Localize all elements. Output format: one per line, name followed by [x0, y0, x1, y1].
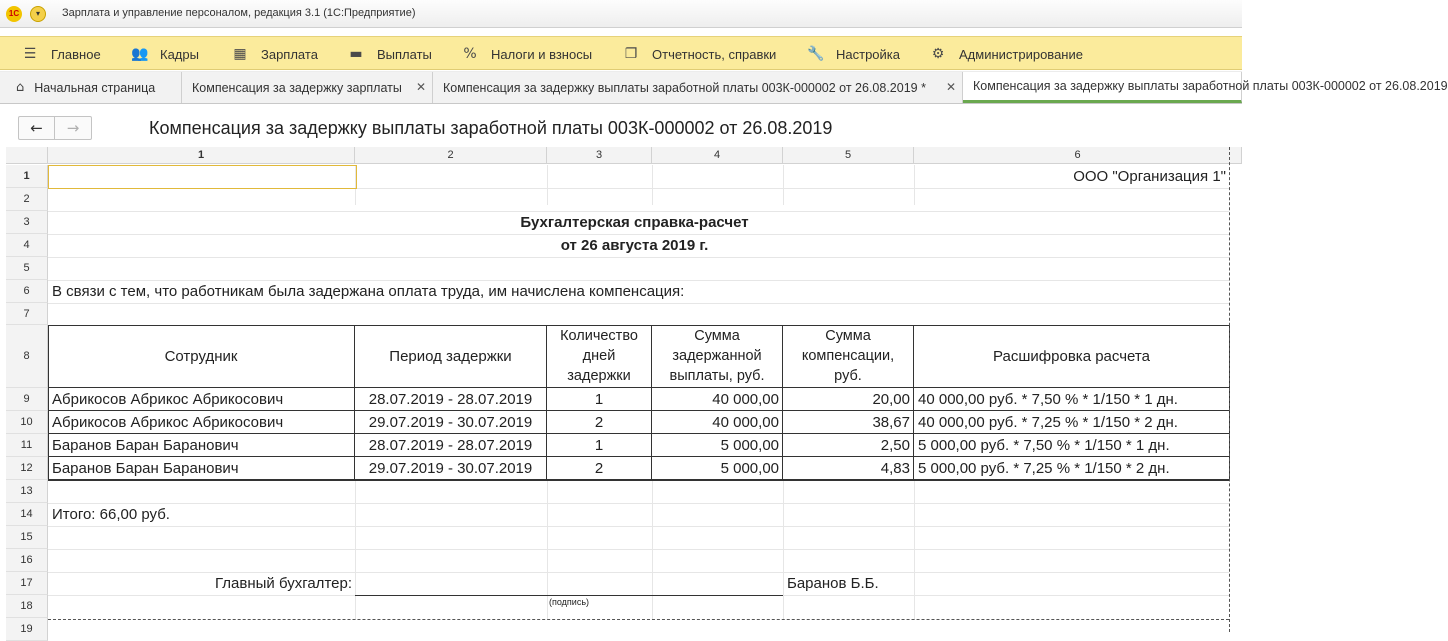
- column-header[interactable]: 6: [914, 147, 1242, 164]
- row-header[interactable]: 8: [6, 325, 48, 388]
- cell-employee: Абрикосов Абрикос Абрикосович: [48, 388, 355, 411]
- row-header[interactable]: 2: [6, 188, 48, 211]
- gridline: [48, 549, 1229, 550]
- menu-item-settings[interactable]: [807, 37, 900, 71]
- page-break-vertical: [1229, 147, 1230, 632]
- cell-compensation: 38,67: [783, 411, 914, 434]
- row-header[interactable]: 11: [6, 434, 48, 457]
- menu-item-reports[interactable]: [623, 37, 776, 71]
- cell-days: 2: [547, 411, 652, 434]
- accountant-label: Главный бухгалтер:: [214, 575, 352, 592]
- cell-days: 1: [547, 434, 652, 457]
- cell-details: 40 000,00 руб. * 7,25 % * 1/150 * 2 дн.: [914, 411, 1230, 434]
- tab-compensation-document[interactable]: [433, 72, 963, 103]
- accountant-name: Баранов Б.Б.: [787, 575, 879, 592]
- menu-item-main[interactable]: [22, 37, 101, 71]
- forward-button[interactable]: [55, 117, 91, 139]
- header-days-line: задержки: [567, 368, 631, 384]
- cell-period: 29.07.2019 - 30.07.2019: [355, 411, 547, 434]
- menu-item-label: Кадры: [160, 46, 199, 62]
- wallet-icon: ▬: [349, 46, 363, 62]
- header-compensation-line: компенсации,: [801, 348, 895, 364]
- menu-item-salary[interactable]: [232, 37, 318, 71]
- close-icon[interactable]: ✕: [415, 80, 426, 94]
- header-days-line: Количество: [560, 328, 638, 344]
- menu-item-label: Настройка: [836, 46, 900, 62]
- report-date: от 26 августа 2019 г.: [560, 237, 709, 254]
- cell-employee: Баранов Баран Баранович: [48, 434, 355, 457]
- cell-days: 2: [547, 457, 652, 480]
- row-header[interactable]: 16: [6, 549, 48, 572]
- cell-employee: Баранов Баран Баранович: [48, 457, 355, 480]
- header-days: [547, 325, 652, 388]
- row-header[interactable]: 6: [6, 280, 48, 303]
- tab-compensation-list[interactable]: [182, 72, 433, 103]
- selected-cell[interactable]: [48, 165, 357, 189]
- hamburger-icon: ☰: [23, 46, 37, 62]
- calculator-icon: ▦: [233, 46, 247, 62]
- reports-icon: ❐: [624, 46, 638, 62]
- column-header[interactable]: 2: [355, 147, 547, 164]
- cell-amount: 40 000,00: [652, 388, 783, 411]
- cell-details: 5 000,00 руб. * 7,50 % * 1/150 * 1 дн.: [914, 434, 1230, 457]
- tab-compensation-print[interactable]: [963, 72, 1448, 103]
- main-menu: [0, 36, 1242, 70]
- row-header[interactable]: 14: [6, 503, 48, 526]
- gridline: [48, 526, 1229, 527]
- back-button[interactable]: [19, 117, 55, 139]
- menu-item-payments[interactable]: [348, 37, 432, 71]
- row-header[interactable]: 18: [6, 595, 48, 618]
- header-employee: Сотрудник: [48, 325, 355, 388]
- menu-item-taxes[interactable]: [462, 37, 592, 71]
- cell-details: 5 000,00 руб. * 7,25 % * 1/150 * 2 дн.: [914, 457, 1230, 480]
- gridline: [914, 480, 915, 620]
- header-amount-line: Сумма: [694, 328, 740, 344]
- percent-icon: %: [463, 46, 477, 62]
- menu-item-administration[interactable]: [930, 37, 1083, 71]
- cell-amount: 5 000,00: [652, 434, 783, 457]
- header-compensation-line: руб.: [834, 368, 862, 384]
- tabs-bar: [0, 71, 1448, 104]
- window-title: Зарплата и управление персоналом, редакция 3.1 (1С:Предприятие): [62, 7, 416, 19]
- row-header[interactable]: 1: [6, 165, 48, 188]
- column-header[interactable]: 5: [783, 147, 914, 164]
- arrow-left-icon: ←: [30, 119, 43, 137]
- cell-amount: 40 000,00: [652, 411, 783, 434]
- menu-item-label: Зарплата: [261, 46, 318, 62]
- total-amount: Итого: 66,00 руб.: [52, 506, 170, 523]
- report-heading: Бухгалтерская справка-расчет: [520, 214, 749, 231]
- document-title: Компенсация за задержку выплаты заработной платы 003К-000002 от 26.08.2019: [149, 118, 833, 138]
- cell-employee: Абрикосов Абрикос Абрикосович: [48, 411, 355, 434]
- row-header[interactable]: 13: [6, 480, 48, 503]
- cell-compensation: 2,50: [783, 434, 914, 457]
- close-icon[interactable]: ✕: [945, 80, 956, 94]
- row-header[interactable]: 12: [6, 457, 48, 480]
- spreadsheet-document[interactable]: [6, 147, 1242, 635]
- gridline: [547, 165, 548, 205]
- gridline: [783, 480, 784, 620]
- intro-text: В связи с тем, что работникам была задержана оплата труда, им начислена компенсация:: [52, 283, 685, 300]
- row-header[interactable]: 9: [6, 388, 48, 411]
- header-amount-line: задержанной: [672, 348, 762, 364]
- row-header[interactable]: 5: [6, 257, 48, 280]
- tab-label: Компенсация за задержку зарплаты: [192, 80, 402, 95]
- gridline: [652, 165, 653, 205]
- menu-item-hr[interactable]: [131, 37, 199, 71]
- row-header[interactable]: 10: [6, 411, 48, 434]
- organization-name: ООО "Организация 1": [1073, 168, 1226, 185]
- header-compensation-line: Сумма: [825, 328, 871, 344]
- cell-details: 40 000,00 руб. * 7,50 % * 1/150 * 1 дн.: [914, 388, 1230, 411]
- row-header[interactable]: 3: [6, 211, 48, 234]
- header-compensation: [783, 325, 914, 388]
- header-details: Расшифровка расчета: [914, 325, 1230, 388]
- gridline: [48, 257, 1229, 258]
- menu-item-label: Налоги и взносы: [491, 46, 593, 62]
- menu-item-label: Администрирование: [959, 46, 1083, 62]
- menu-item-label: Выплаты: [377, 46, 432, 62]
- wrench-icon: 🔧: [807, 46, 825, 62]
- row-header[interactable]: 4: [6, 234, 48, 257]
- header-period: Период задержки: [355, 325, 547, 388]
- gear-icon: ⚙: [931, 46, 945, 62]
- row-header[interactable]: 15: [6, 526, 48, 549]
- gridline: [783, 165, 784, 205]
- header-amount: [652, 325, 783, 388]
- column-header[interactable]: 4: [652, 147, 783, 164]
- arrow-right-icon: →: [66, 119, 80, 137]
- menu-item-label: Отчетность, справки: [652, 46, 777, 62]
- tab-label: Компенсация за задержку выплаты заработной платы 003К-000002 от 26.08.2019: [973, 79, 1448, 93]
- row-header[interactable]: 17: [6, 572, 48, 595]
- app-menu-button[interactable]: ▾: [30, 6, 46, 22]
- tab-label: Начальная страница: [34, 80, 156, 95]
- header-days-line: дней: [582, 348, 616, 364]
- tab-home[interactable]: [0, 72, 182, 103]
- cell-compensation: 4,83: [783, 457, 914, 480]
- menu-item-label: Главное: [51, 46, 101, 62]
- corner-header: [6, 147, 48, 164]
- tab-label: Компенсация за задержку выплаты заработной платы 003К-000002 от 26.08.2019 *: [443, 80, 926, 95]
- history-nav: [18, 116, 92, 140]
- header-amount-line: выплаты, руб.: [669, 368, 765, 384]
- title-bar: [0, 0, 1242, 28]
- cell-period: 28.07.2019 - 28.07.2019: [355, 388, 547, 411]
- row-header[interactable]: 7: [6, 303, 48, 325]
- app-logo-icon: 1С: [6, 6, 22, 22]
- cell-compensation: 20,00: [783, 388, 914, 411]
- row-header[interactable]: 19: [6, 618, 48, 641]
- cell-period: 29.07.2019 - 30.07.2019: [355, 457, 547, 480]
- cell-days: 1: [547, 388, 652, 411]
- home-icon: ⌂: [16, 80, 25, 95]
- people-icon: 👥: [131, 46, 149, 62]
- gridline: [48, 303, 1229, 304]
- page-break-horizontal: [48, 619, 1229, 620]
- column-header[interactable]: 3: [547, 147, 652, 164]
- cell-period: 28.07.2019 - 28.07.2019: [355, 434, 547, 457]
- column-header[interactable]: 1: [48, 147, 355, 164]
- signature-caption: (подпись): [548, 597, 590, 607]
- cell-amount: 5 000,00: [652, 457, 783, 480]
